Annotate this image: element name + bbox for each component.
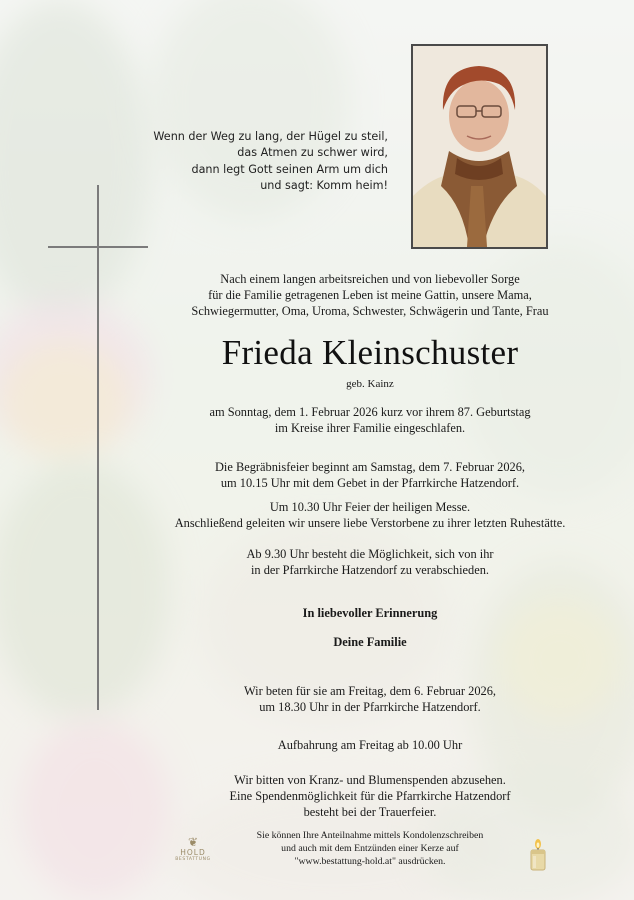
poem bbox=[120, 129, 388, 194]
maiden-name: geb. Kainz bbox=[346, 378, 394, 390]
death-notice-line: im Kreise ihrer Familie eingeschlafen. bbox=[274, 421, 466, 435]
intro-line: Schwiegermutter, Oma, Uroma, Schwester, Schwägerin und Tante, Frau bbox=[191, 304, 549, 318]
funeral-line: um 10.15 Uhr mit dem Gebet in der Pfarrkirche Hatzendorf. bbox=[220, 476, 520, 490]
donation-info bbox=[140, 772, 600, 820]
logo-subtitle: BESTATTUNG bbox=[175, 857, 211, 862]
farewell-line: Ab 9.30 Uhr besteht die Möglichkeit, sich von ihr bbox=[246, 547, 494, 561]
intro-paragraph bbox=[140, 271, 600, 319]
condolence-line: Sie können Ihre Anteilnahme mittels Kondolenzschreiben bbox=[256, 830, 484, 841]
death-notice-line: am Sonntag, dem 1. Februar 2026 kurz vor ihrem 87. Geburtstag bbox=[209, 405, 531, 419]
mass-line: Um 10.30 Uhr Feier der heiligen Messe. bbox=[269, 500, 471, 514]
viewing-info: Aufbahrung am Freitag ab 10.00 Uhr bbox=[277, 738, 463, 752]
logo-leaf-icon: ❦ bbox=[187, 835, 199, 849]
funeral-line: Die Begräbnisfeier beginnt am Samstag, dem 7. Februar 2026, bbox=[214, 460, 526, 474]
memory-heading: In liebevoller Erinnerung bbox=[302, 606, 438, 620]
prayer-line: Wir beten für sie am Freitag, dem 6. Februar 2026, bbox=[243, 684, 497, 698]
funeral-home-logo bbox=[170, 836, 216, 863]
donation-line: Eine Spendenmöglichkeit für die Pfarrkirche Hatzendorf bbox=[229, 789, 511, 803]
funeral-info bbox=[140, 459, 600, 491]
death-notice bbox=[140, 404, 600, 436]
poem-line: Wenn der Weg zu lang, der Hügel zu steil, bbox=[153, 130, 388, 143]
prayer-info bbox=[140, 683, 600, 715]
cross-vertical-bar bbox=[97, 185, 99, 710]
condolence-line: "www.bestattung-hold.at" ausdrücken. bbox=[294, 856, 446, 867]
mass-info bbox=[140, 499, 600, 531]
prayer-line: um 18.30 Uhr in der Pfarrkirche Hatzendorf. bbox=[259, 700, 481, 714]
poem-line: das Atmen zu schwer wird, bbox=[237, 146, 388, 160]
intro-line: Nach einem langen arbeitsreichen und von liebevoller Sorge bbox=[220, 272, 520, 286]
portrait-photo bbox=[411, 44, 548, 249]
donation-line: Wir bitten von Kranz- und Blumenspenden abzusehen. bbox=[234, 773, 506, 787]
donation-line: besteht bei der Trauerfeier. bbox=[303, 805, 437, 819]
cross-horizontal-bar bbox=[48, 246, 148, 248]
poem-line: dann legt Gott seinen Arm um dich bbox=[191, 162, 388, 176]
condolence-line: und auch mit dem Entzünden einer Kerze auf bbox=[281, 843, 459, 854]
farewell-info bbox=[140, 546, 600, 578]
logo-brand: HOLD bbox=[180, 848, 206, 857]
mass-line: Anschließend geleiten wir unsere liebe Verstorbene zu ihrer letzten Ruhestätte. bbox=[174, 516, 566, 530]
intro-line: für die Familie getragenen Leben ist meine Gattin, unsere Mama, bbox=[208, 288, 532, 302]
farewell-line: in der Pfarrkirche Hatzendorf zu verabschieden. bbox=[250, 563, 490, 577]
poem-line: und sagt: Komm heim! bbox=[260, 178, 388, 192]
deceased-name: Frieda Kleinschuster bbox=[221, 333, 519, 372]
family-signature: Deine Familie bbox=[333, 635, 407, 649]
candle-icon[interactable] bbox=[527, 838, 549, 872]
